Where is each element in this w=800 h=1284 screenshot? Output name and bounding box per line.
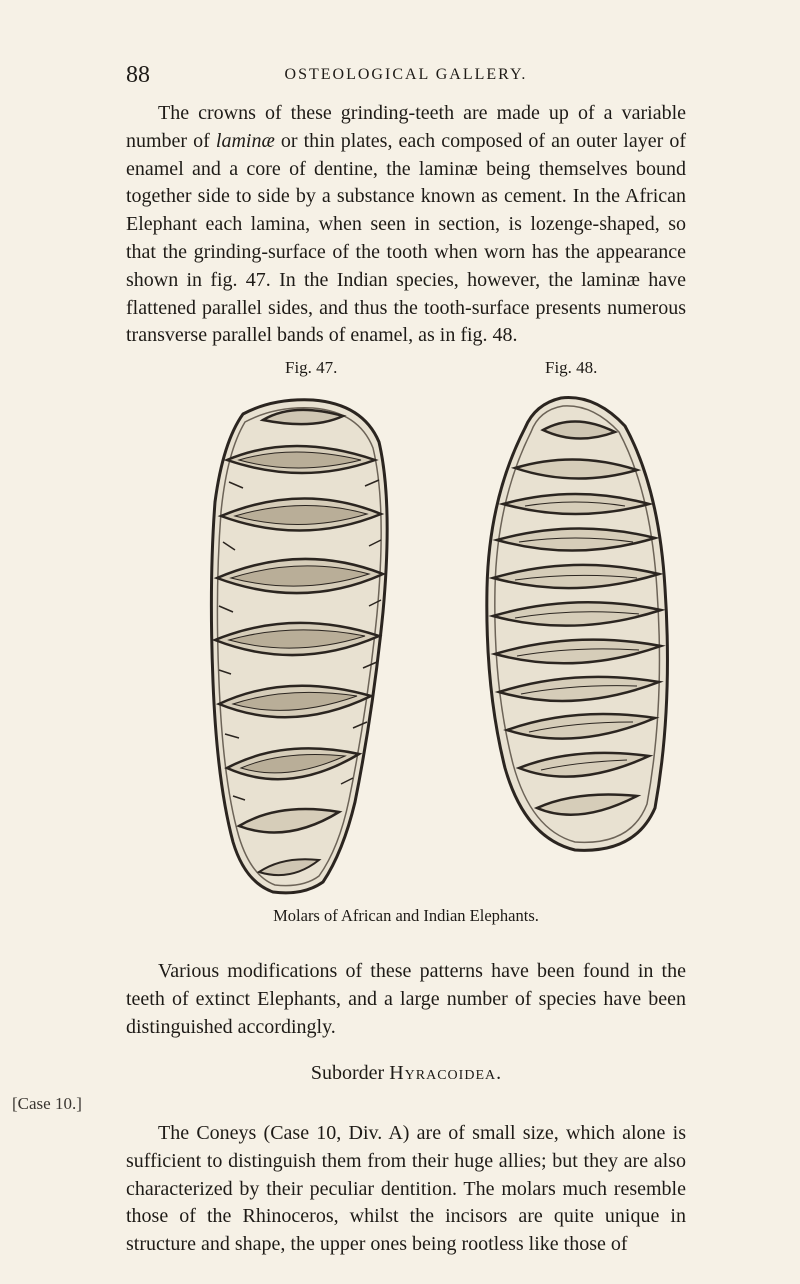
suborder-name: Hyracoidea — [389, 1062, 497, 1084]
margin-case-note: [Case 10.] — [12, 1094, 82, 1113]
page-header — [126, 62, 686, 92]
fig-47-label: Fig. 47. — [285, 358, 338, 377]
figure-caption: Molars of African and Indian Elephants. — [273, 906, 539, 925]
suborder-prefix: Suborder — [310, 1062, 390, 1084]
paragraph-modifications: Various modifications of these patterns have been found in the teeth of extinct Elephants, and a large number of species have been distinguished accordingly. — [126, 960, 686, 1038]
indian-elephant-molar-illustration — [465, 388, 680, 858]
suborder-heading — [126, 1062, 686, 1085]
paragraph-laminae — [126, 100, 686, 350]
running-head: OSTEOLOGICAL GALLERY. — [284, 66, 528, 83]
suborder-suffix: . — [496, 1062, 502, 1084]
laminae-italic: laminæ — [215, 129, 275, 152]
paragraph-rest: or thin plates, each composed of an outer layer of enamel and a core of dentine, the laminæ being themselves bound together side to side by a substance known as cement. In the African Elephant each lamina, when seen in section, is lozenge-shaped, so that the grinding-surface of the tooth when worn has the appearance shown in fig. 47. In the Indian species, however, the laminæ have flattened parallel sides, and thus the tooth-surface presents numerous transverse parallel bands of enamel, as in fig. 48. — [126, 129, 686, 347]
paragraph-intro: The crowns of these grinding-teeth are made up of a variable number of — [126, 102, 686, 152]
page-number: 88 — [126, 62, 150, 88]
fig-48-label: Fig. 48. — [545, 358, 598, 377]
african-elephant-molar-illustration — [183, 382, 415, 900]
paragraph-coneys: The Coneys (Case 10, Div. A) are of small size, which alone is sufficient to distinguish them from their huge allies; but they are also characterized by their peculiar dentition. The molars much resemble those of the Rhinoceros, whilst the incisors are quite unique in structure and shape, the upper ones being rootless like those of — [126, 1122, 686, 1256]
